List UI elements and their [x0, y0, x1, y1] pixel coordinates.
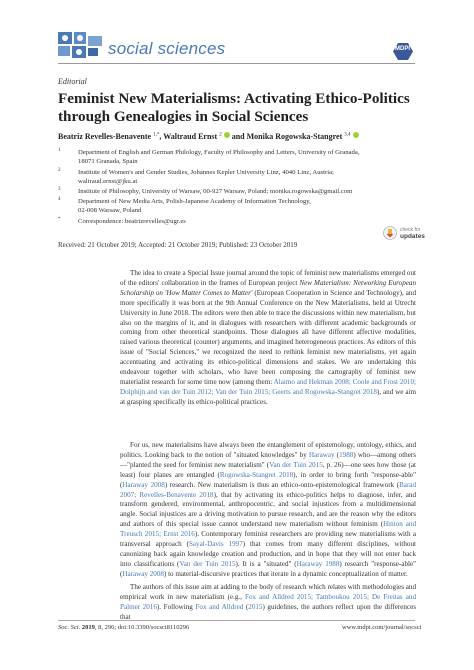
article-type: Editorial — [58, 77, 87, 86]
footer-volume-doi[interactable]: , 8, 296; doi:10.3390/socsci8110296 — [94, 624, 190, 631]
body-text-run: ), that by activating its ethico-politics helps to diagnose, infer, and transform gendered, environmental, anthropocentric, and social injustices from a multidimensional angle. Social injustices are a driving motivation to pursue research, and are the reason why the editors and authors of this special issue cannot understand new materialism without feminism ( — [120, 490, 416, 529]
citation-link[interactable]: Fox and Alldred 2015; Tamboukou 2015; De Freitas and Palmer 2016 — [120, 592, 416, 611]
journal-logo — [58, 32, 104, 58]
body-text-run: ). It is a "situated" ( — [235, 559, 297, 568]
author-name[interactable]: Waltraud Ernst — [163, 132, 218, 141]
citation-link[interactable]: Haraway 2008 — [122, 480, 165, 489]
paragraph-text — [120, 441, 416, 580]
journal-url[interactable]: www.mdpi.com/journal/socsci — [342, 624, 422, 631]
citation-link[interactable]: Haraway 1988 — [296, 559, 340, 568]
body-text-run: ) research. New materialism is thus an ethico-onto-epistemological framework ( — [164, 480, 400, 489]
correspondence-email[interactable]: Correspondence: beatrizrevelles@ugr.es — [78, 218, 186, 225]
check-for-updates-button[interactable] — [383, 222, 423, 250]
body-text-run: ) who—among others—"planted the seed for feminist new materialism" ( — [120, 450, 416, 469]
publication-dates: Received: 21 October 2019; Accepted: 21 October 2019; Published: 23 October 2019 — [58, 241, 298, 249]
citation-link[interactable]: 2015 — [248, 602, 263, 611]
body-text-run: ) guidelines, the authors reflect upon the differences that — [120, 602, 416, 621]
mdpi-logo-text: MDPI — [395, 46, 410, 52]
journal-name[interactable]: social sciences — [108, 39, 226, 58]
body-paragraph-1 — [120, 269, 416, 408]
citation-link[interactable]: Hinton and Treusch 2015; Ernst 2016 — [120, 520, 416, 539]
citation-link[interactable]: Haraway — [308, 450, 335, 459]
body-text-run: For us, new materialisms have always been the entanglement of epistemology, ontology, ethics, and politics. Looking back to the notion of "situated knowledges" by — [120, 441, 416, 459]
body-text-run: ) that comes from many different disciplines, without canonizing back again knowledge creation and production, and in hope that they will not enter back into classifications ( — [120, 540, 417, 568]
affiliation-number: 4 — [58, 197, 61, 202]
affiliation-line: Department of English and German Philology, Faculty of Philosophy and Letters, University of Granada, — [78, 149, 360, 156]
body-text-run: ), and we aim at grasping specifically its ethico-political practices. — [120, 387, 416, 406]
body-text-run: ) research "response-able" ( — [120, 559, 417, 578]
body-paragraph-2 — [120, 441, 416, 580]
body-text-run: The idea to create a Special Issue journal around the topic of feminist new materialisms emerged out of the editors' collaboration in the frames of European project — [120, 269, 416, 287]
affiliation-number: 3 — [58, 187, 61, 192]
article-title: Feminist New Materialisms: Activating Ethico-Politics through Genealogies in Social Sciences — [58, 90, 410, 125]
footer-year: 2019 — [81, 624, 95, 631]
affiliation-number: 2 — [58, 168, 61, 173]
affiliation-line: 18071 Granada, Spain — [78, 158, 138, 166]
author-separator: , — [159, 132, 164, 141]
affiliation-line: Department of New Media Arts, Polish-Japanese Academy of Information Technology, — [78, 198, 311, 205]
footer-journal-abbrev: Soc. Sci. — [58, 624, 81, 631]
body-text-run: ). Contemporary feminist researchers are providing new materialisms with a transversal approach ( — [120, 530, 416, 549]
citation-link[interactable]: Barad 2007; Revelles-Benavente 2018 — [120, 480, 417, 499]
paragraph-text — [120, 269, 416, 408]
affiliation-line: 02-008 Warsaw, Poland — [78, 207, 142, 215]
body-text-run: ) to material-discursive practices that iterate in a dynamic conceptualization of matter. — [163, 569, 408, 578]
body-text-run: (European Cooperation in Science and Technology), and more specifically it was born at the 9th Annual Conference on the New Materialisms, held at Utrecht University in June 2018. The editors were then able to trace the discussions within new materialism, but also on the margins of it, and in dialogues with researchers with different academic backgrounds or coming from other theoretical standpoints. Those dialogues all have different affective modalities, raised various theoretical (counter) arguments, and imagined heterogeneous practices. As editors of this issue of "Social Sciences," we recognized the need to rethink feminist new materialisms, yet again accentuating and activating its ethico-political dimensions and stakes. We are undertaking this endeavour together with scholars, who have been composing the cartography of feminist new materialist research for some time now (among them: — [120, 288, 416, 386]
citation-footer — [58, 624, 189, 631]
citation-link[interactable]: Alaimo and Hekman 2008; Coole and Frost 2010; Dolphijn and van der Tuin 2012; Van der Tuin 2015; Geerts and Rogowska-Stangret 2018 — [120, 377, 416, 396]
orcid-icon[interactable] — [353, 132, 359, 138]
author-list — [58, 132, 359, 141]
italic-text: New Materialism: Networking European Scholarship on 'How Matter Comes to Matter' — [120, 278, 416, 297]
footer-divider — [58, 620, 415, 621]
author-affiliation-mark: 3,4 — [344, 132, 351, 138]
body-text-run: ). Following — [156, 602, 196, 611]
citation-link[interactable]: Haraway 2008 — [122, 569, 164, 578]
affiliation-number: * — [58, 217, 61, 222]
body-paragraph-3 — [120, 583, 416, 623]
header-divider — [58, 63, 415, 64]
body-text-run: ( — [334, 450, 340, 459]
affiliation-line: Institute of Philosophy, University of Warsaw, 00-927 Warsaw, Poland; monika.rogowska@gmail.com — [78, 188, 353, 195]
paragraph-text — [120, 583, 416, 623]
check-updates-line2: updates — [400, 233, 425, 240]
body-text-run: The authors of this issue aim at adding to the body of research which relates with methodologies and empirical work in new materialism (e.g., — [120, 583, 416, 601]
author-separator: and — [229, 132, 247, 141]
check-updates-line1: check for — [400, 227, 421, 233]
affiliation-line: Institute of Women's and Gender Studies, Johannes Kepler University Linz, 4040 Linz, Austria; — [78, 169, 334, 176]
citation-link[interactable]: Sayal-Davis 1997 — [188, 540, 243, 549]
affiliation-email[interactable]: waltraud.ernst@jku.at — [78, 178, 138, 186]
citation-link[interactable]: 1988 — [339, 450, 354, 459]
citation-link[interactable]: Van der Tuin 2015 — [179, 559, 236, 568]
citation-link[interactable]: Rogowska-Stangret 2018 — [219, 470, 294, 479]
author-affiliation-mark: 1,* — [153, 132, 160, 138]
citation-link[interactable]: Van der Tuin 2015 — [269, 460, 323, 469]
author-affiliation-mark: 2 — [219, 132, 222, 138]
body-text-run: , p. 26)—one sees how those (at least) four planes are entangled ( — [120, 460, 416, 479]
author-name[interactable]: Monika Rogowska-Stangret — [246, 132, 343, 141]
check-updates-icon — [383, 226, 397, 240]
citation-link[interactable]: Fox and Alldred — [195, 602, 244, 611]
body-text-run: ( — [243, 602, 249, 611]
body-text-run: ), in order to bring forth "response-able" ( — [120, 470, 416, 489]
affiliation-number: 1 — [58, 148, 61, 153]
author-name[interactable]: Beatriz Revelles-Benavente — [58, 132, 152, 141]
